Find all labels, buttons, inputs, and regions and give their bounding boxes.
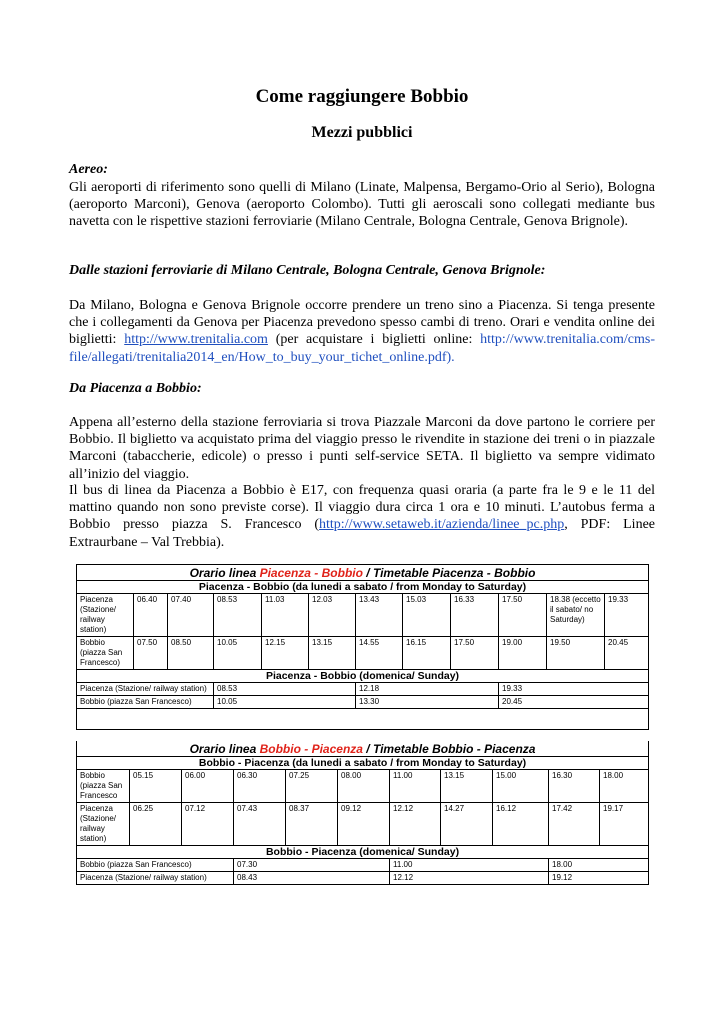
piacenza-text-after: , PDF: Linee Extraurbane – Val Trebbia). (69, 517, 655, 550)
time-cell: 07.12 (182, 803, 234, 846)
time-cell: 08.50 (168, 637, 214, 670)
time-cell: 11.00 (390, 859, 549, 872)
piacenza-text-before: Il bus di linea da Piacenza a Bobbio è E17, con frequenza quasi oraria (a parte fra le 9 e le 11 del mattino quando non sono previste corse). Il viaggio dura circa 1 ora e 10 minuti. L’autobus ferma a Bobbio presso piazza S. Francesco ( (69, 483, 655, 533)
time-cell: 06.25 (130, 803, 182, 846)
timetable-piacenza-bobbio (76, 564, 649, 730)
time-cell: 20.45 (605, 637, 649, 670)
time-cell: 07.30 (234, 859, 390, 872)
stop-cell: Piacenza (Stazione/ railway station) (77, 683, 214, 696)
time-cell: 19.00 (499, 637, 547, 670)
time-cell: 19.12 (549, 872, 649, 885)
time-cell: 13.43 (356, 594, 403, 637)
timetable1-sunday-label: Piacenza - Bobbio (domenica/ Sunday) (77, 670, 649, 683)
time-cell: 06.00 (182, 770, 234, 803)
table-row (77, 683, 649, 696)
time-cell: 19.50 (547, 637, 605, 670)
time-cell: 14.55 (356, 637, 403, 670)
table-row (77, 637, 649, 670)
stop-cell: Bobbio (piazza San Francesco (77, 770, 130, 803)
time-cell: 08.43 (234, 872, 390, 885)
stop-cell: Bobbio (piazza San Francesco) (77, 637, 134, 670)
time-cell: 13.15 (309, 637, 356, 670)
aereo-paragraph: Gli aeroporti di riferimento sono quelli di Milano (Linate, Malpensa, Bergamo-Orio al Serio), Bologna (aeroporto Marconi), Genova (aeroporto Colombo). Tutti gli aeroscali sono collegati mediante bus navetta con le rispettive stazioni ferroviarie (Milano Centrale, Bologna Centrale, Genova Brignole). (69, 180, 655, 230)
time-cell: 12.12 (390, 872, 549, 885)
time-cell: 14.27 (441, 803, 493, 846)
piacenza-paragraph-1: Appena all’esterno della stazione ferroviaria si trova Piazzale Marconi da dove partono le corriere per Bobbio. Il biglietto va acquistato prima del viaggio presso le rivendite in stazione dei treni o in piazzale Marconi (tabaccherie, edicole) o presso i punti self-service SETA. Il biglietto va sempre vidimato all’inizio del viaggio. (69, 415, 655, 482)
table-spacer (77, 709, 649, 730)
time-cell: 16.33 (451, 594, 499, 637)
table-row (77, 594, 649, 637)
timetable1-title-route: Piacenza - Bobbio (259, 566, 363, 580)
stop-cell: Piacenza (Stazione/ railway station) (77, 872, 234, 885)
time-cell: 07.43 (234, 803, 286, 846)
time-cell: 18.00 (600, 770, 649, 803)
time-cell: 12.12 (390, 803, 441, 846)
table-row (77, 872, 649, 885)
time-cell: 13.15 (441, 770, 493, 803)
stop-cell: Piacenza (Stazione/ railway station) (77, 594, 134, 637)
time-cell: 10.05 (214, 696, 356, 709)
time-cell: 07.25 (286, 770, 338, 803)
trenitalia-link[interactable]: http://www.trenitalia.com (124, 332, 268, 348)
time-cell: 19.33 (605, 594, 649, 637)
time-cell: 12.18 (356, 683, 499, 696)
piacenza-paragraph-2 (69, 482, 655, 551)
time-cell: 11.00 (390, 770, 441, 803)
time-cell: 07.40 (168, 594, 214, 637)
table-row (77, 770, 649, 803)
timetable2-title (77, 741, 649, 757)
timetable1-title (77, 565, 649, 581)
time-cell: 09.12 (338, 803, 390, 846)
time-cell: 17.50 (499, 594, 547, 637)
time-cell: 12.03 (309, 594, 356, 637)
time-cell: 08.00 (338, 770, 390, 803)
time-cell: 15.03 (403, 594, 451, 637)
timetable2-title-route: Bobbio - Piacenza (259, 742, 363, 756)
timetable2-title-suffix: / Timetable Bobbio - Piacenza (362, 742, 536, 756)
setaweb-link[interactable]: http://www.setaweb.it/azienda/linee_pc.php (319, 517, 565, 533)
time-cell: 16.30 (549, 770, 600, 803)
table-row (77, 803, 649, 846)
page-title: Come raggiungere Bobbio (255, 86, 469, 107)
time-cell: 08.53 (214, 683, 356, 696)
time-cell: 06.40 (134, 594, 168, 637)
stazioni-heading: Dalle stazioni ferroviarie di Milano Centrale, Bologna Centrale, Genova Brignole: (69, 263, 546, 278)
stop-cell: Bobbio (piazza San Francesco) (77, 696, 214, 709)
timetable1-weekday-label: Piacenza - Bobbio (da lunedi a sabato / from Monday to Saturday) (77, 581, 649, 594)
time-cell: 16.12 (493, 803, 549, 846)
timetable1-title-prefix: Orario linea (189, 566, 260, 580)
aereo-heading: Aereo: (69, 162, 108, 177)
stazioni-text-mid: (per acquistare i biglietti online: (267, 332, 481, 348)
timetable2-title-prefix: Orario linea (189, 742, 260, 756)
table-row (77, 859, 649, 872)
time-cell: 19.17 (600, 803, 649, 846)
piacenza-heading: Da Piacenza a Bobbio: (69, 381, 202, 396)
trenitalia-pdf-link[interactable]: http://www.trenitalia.com/cms-file/allegati/trenitalia2014_en/How_to_buy_your_tichet_online.pdf). (69, 332, 655, 365)
time-cell: 17.42 (549, 803, 600, 846)
time-cell: 17.50 (451, 637, 499, 670)
time-cell: 12.15 (262, 637, 309, 670)
time-cell: 06.30 (234, 770, 286, 803)
time-cell: 13.30 (356, 696, 499, 709)
time-cell: 18.38 (eccetto il sabato/ no Saturday) (547, 594, 605, 637)
time-cell: 20.45 (499, 696, 649, 709)
time-cell: 11.03 (262, 594, 309, 637)
timetable2-weekday-label: Bobbio - Piacenza (da lunedi a sabato / from Monday to Saturday) (77, 757, 649, 770)
stop-cell: Bobbio (piazza San Francesco) (77, 859, 234, 872)
stazioni-paragraph (69, 297, 655, 366)
time-cell: 16.15 (403, 637, 451, 670)
time-cell: 19.33 (499, 683, 649, 696)
time-cell: 07.50 (134, 637, 168, 670)
time-cell: 10.05 (214, 637, 262, 670)
timetable1-title-suffix: / Timetable Piacenza - Bobbio (362, 566, 536, 580)
time-cell: 08.37 (286, 803, 338, 846)
page-subtitle: Mezzi pubblici (311, 124, 413, 141)
timetable2-sunday-label: Bobbio - Piacenza (domenica/ Sunday) (77, 846, 649, 859)
timetable-bobbio-piacenza (76, 741, 649, 885)
time-cell: 08.53 (214, 594, 262, 637)
stazioni-text-before: Da Milano, Bologna e Genova Brignole occorre prendere un treno sino a Piacenza. Si tenga presente che i collegamenti da Genova per Piacenza prevedono spesso cambi di treno. Orari e vendita online dei biglietti: (69, 298, 655, 348)
stop-cell: Piacenza (Stazione/ railway station) (77, 803, 130, 846)
time-cell: 18.00 (549, 859, 649, 872)
time-cell: 05.15 (130, 770, 182, 803)
table-row (77, 696, 649, 709)
time-cell: 15.00 (493, 770, 549, 803)
